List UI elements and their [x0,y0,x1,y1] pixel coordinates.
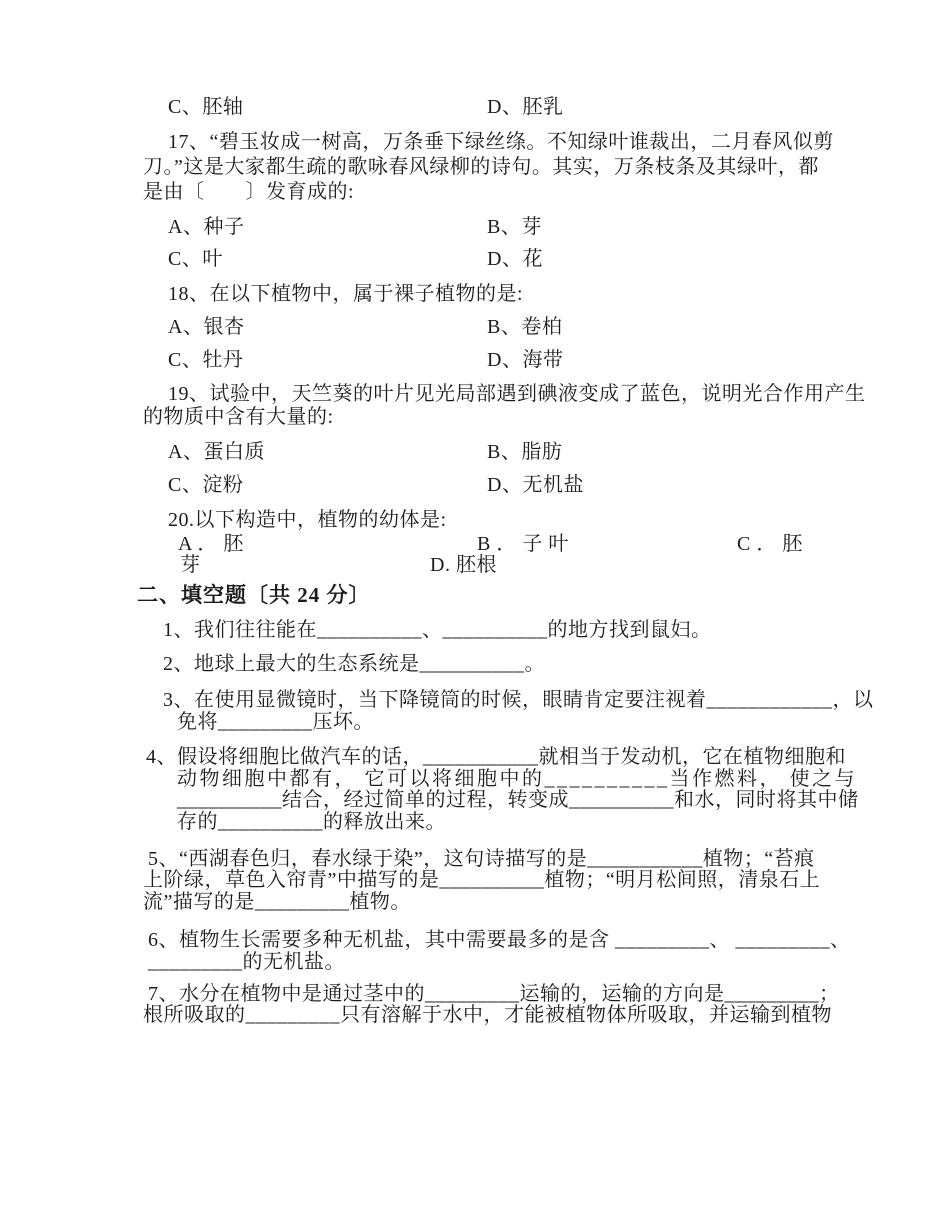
q19-option-d: D、无机盐 [487,474,584,496]
q17-option-a: A、种子 [168,216,245,238]
fill-q7-line-2: 根所吸取的_________只有溶解于水中，才能被植物体所吸取，并运输到植物 [143,1004,832,1026]
fill-q5-line-2: 上阶绿，草色入帘青”中描写的是__________植物；“明月松间照，清泉石上 [143,869,821,891]
q17-stem-line-1: 17、“碧玉妆成一树高，万条垂下绿丝绦。不知绿叶谁裁出，二月春风似剪 [168,131,834,153]
fill-q4-line-4: 存的__________的释放出来。 [177,811,446,833]
fill-q3-line-2: 免将_________压坏。 [177,711,374,733]
fill-q6-line-2: _________的无机盐。 [148,951,345,973]
q20-option-b: B ． 子 叶 [477,533,569,555]
q20-stem: 20.以下构造中，植物的幼体是: [168,509,447,531]
q20-option-d: D. 胚根 [430,554,497,576]
fill-q5-line-1: 5、“西湖春色归，春水绿于染”，这句诗描写的是___________植物；“苔痕 [148,848,815,870]
section-2-header: 二、填空题〔共 24 分〕 [137,583,371,607]
fill-q7-line-1: 7、水分在植物中是通过茎中的_________运输的，运输的方向是_________； [148,983,840,1005]
fill-q4-line-2: 动物细胞中都有， 它可以将细胞中的__________当作燃料， 使之与 [177,768,857,790]
q18-option-d: D、海带 [487,349,564,371]
q19-option-b: B、脂肪 [487,441,563,463]
q18-stem: 18、在以下植物中，属于裸子植物的是: [168,283,524,305]
q17-option-b: B、芽 [487,216,542,238]
q17-stem-line-3: 是由〔 〕发育成的: [143,181,355,203]
q20-option-a-wrap: 芽 [180,554,201,576]
q18-option-a: A、银杏 [168,316,245,338]
q20-option-a: A ． 胚 [178,533,244,555]
q16-option-c: C、胚轴 [168,96,244,118]
fill-q5-line-3: 流”描写的是_________植物。 [143,891,411,913]
q19-stem-line-1: 19、试验中，天竺葵的叶片见光局部遇到碘液变成了蓝色，说明光合作用产生 [168,383,866,405]
q18-option-b: B、卷柏 [487,316,563,338]
q19-option-a: A、蛋白质 [168,441,265,463]
q16-option-d: D、胚乳 [487,96,564,118]
q19-option-c: C、淀粉 [168,474,244,496]
fill-q4-line-3: __________结合，经过简单的过程，转变成__________和水，同时将其中储 [177,789,859,811]
q17-option-d: D、花 [487,248,543,270]
fill-q6-line-1: 6、植物生长需要多种无机盐，其中需要最多的是含 _________、 _________、 [148,929,851,951]
q17-option-c: C、叶 [168,248,223,270]
q20-option-c: C ． 胚 [737,533,803,555]
fill-q3-line-1: 3、在使用显微镜时，当下降镜筒的时候，眼睛肯定要注视着____________，以 [163,689,874,711]
fill-q4-line-1: 4、假设将细胞比做汽车的话，___________就相当于发动机，它在植物细胞和 [146,746,846,768]
q17-stem-line-2: 刀。”这是大家都生疏的歌咏春风绿柳的诗句。其实，万条枝条及其绿叶，都 [143,156,819,178]
fill-q2: 2、地球上最大的生态系统是__________。 [163,653,545,675]
q19-stem-line-2: 的物质中含有大量的: [143,406,334,428]
fill-q1: 1、我们往往能在__________、__________的地方找到鼠妇。 [163,619,712,641]
q18-option-c: C、牡丹 [168,349,244,371]
